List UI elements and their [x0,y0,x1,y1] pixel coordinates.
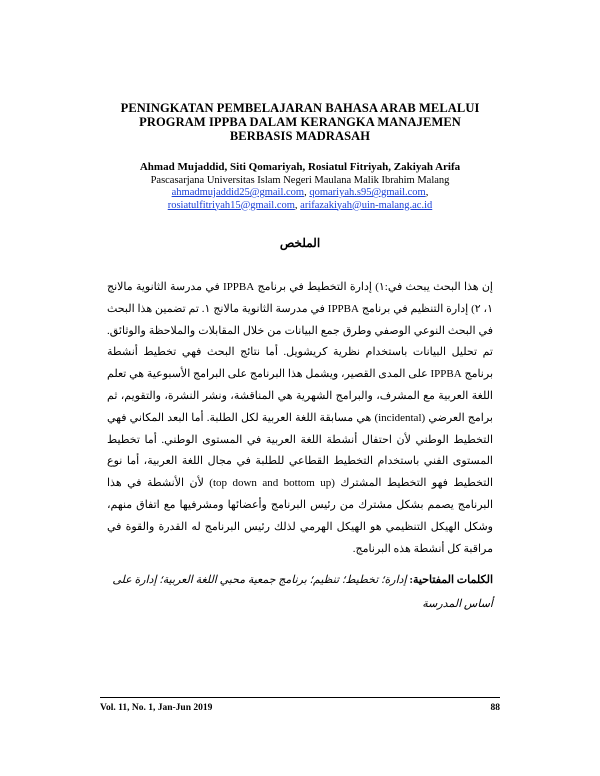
affiliation: Pascasarjana Universitas Islam Negeri Maulana Malik Ibrahim Malang [150,175,450,186]
author-list: Ahmad Mujaddid, Siti Qomariyah, Rosiatul Fitriyah, Zakiyah Arifa [139,161,461,173]
emails-line-2 [100,200,500,213]
email-separator: , [294,199,301,211]
keywords-label: الكلمات المفتاحية: [409,574,493,586]
email-link-4[interactable]: arifazakiyah@uin-malang.ac.id [300,199,433,211]
keywords-text: إدارة؛ تخطيط؛ تنظيم؛ برنامج جمعية محبي اللغة العربية؛ إدارة على أساس المدرسة [112,574,493,610]
page-number: 88 [490,703,500,713]
paper-title [100,101,500,143]
email-separator: , [304,187,310,198]
email-link-3[interactable]: rosiatulfitriyah15@gmail.com [167,199,295,211]
abstract-body: إن هذا البحث يبحث في:١) إدارة التخطيط في برنامج IPPBA في مدرسة الثانوية مالانج ١، ٢) إدارة التنظيم في برنامج IPPBA في مدرسة الثانوية مالانج ١. تم تضمين هذا البحث في البحث النوعي الوصفي وطرق جمع البيانات من خلال المقابلات والملاحظة والوثائق. تم تحليل البيانات باستخدام نظرية كريشويل. أما نتائج البحث فهي تخطيط أنشطة برنامج IPPBA على المدى القصير، ويشمل هذا البرنامج على البرامج الأسبوعية هي تعلم اللغة العربية مع المشرف، والبرامج الشهرية هي المناقشة، ونشر النشرة، والتقويم، ثم برامج العرضي (incidental) هي مسابقة اللغة العربية لكل الطلبة. أما البعد المكاني فهي التخطيط الوطني لأن احتفال أنشطة اللغة العربية في المستوى الوطني. أما تخطيط المستوى الفني باستخدام التخطيط القطاعي للطلبة في مجال اللغة العربية، أما نوع التخطيط فهو التخطيط المشترك (top down and bottom up) لأن الأنشطة في هذا البرنامج يصمم بشكل مشترك من رئيس البرنامج وأعضائها ومشرفيها مع اتفاق منهم، وشكل الهيكل التنظيمي هو الهيكل الهرمي لذلك رئيس البرنامج له القدرة والقوة في مراقبة كل أنشطة هذه البرنامج. [107,281,494,555]
footer-divider [100,697,500,698]
keywords [107,568,493,616]
email-link-2[interactable]: qomariyah.s95@gmail.com [309,187,426,198]
emails-line-1 [100,187,500,200]
title-line-2: PROGRAM IPPBA DALAM KERANGKA MANAJEMEN [139,115,461,129]
email-link-1[interactable]: ahmadmujaddid25@gmail.com [171,187,305,198]
author-emails [100,187,500,212]
title-line-1: PENINGKATAN PEMBELAJARAN BAHASA ARAB MELALUI [120,101,480,115]
email-separator: , [425,187,429,198]
abstract-heading: الملخص [279,236,321,250]
title-line-3: BERBASIS MADRASAH [229,129,371,143]
journal-volume: Vol. 11, No. 1, Jan-Jun 2019 [100,703,213,713]
